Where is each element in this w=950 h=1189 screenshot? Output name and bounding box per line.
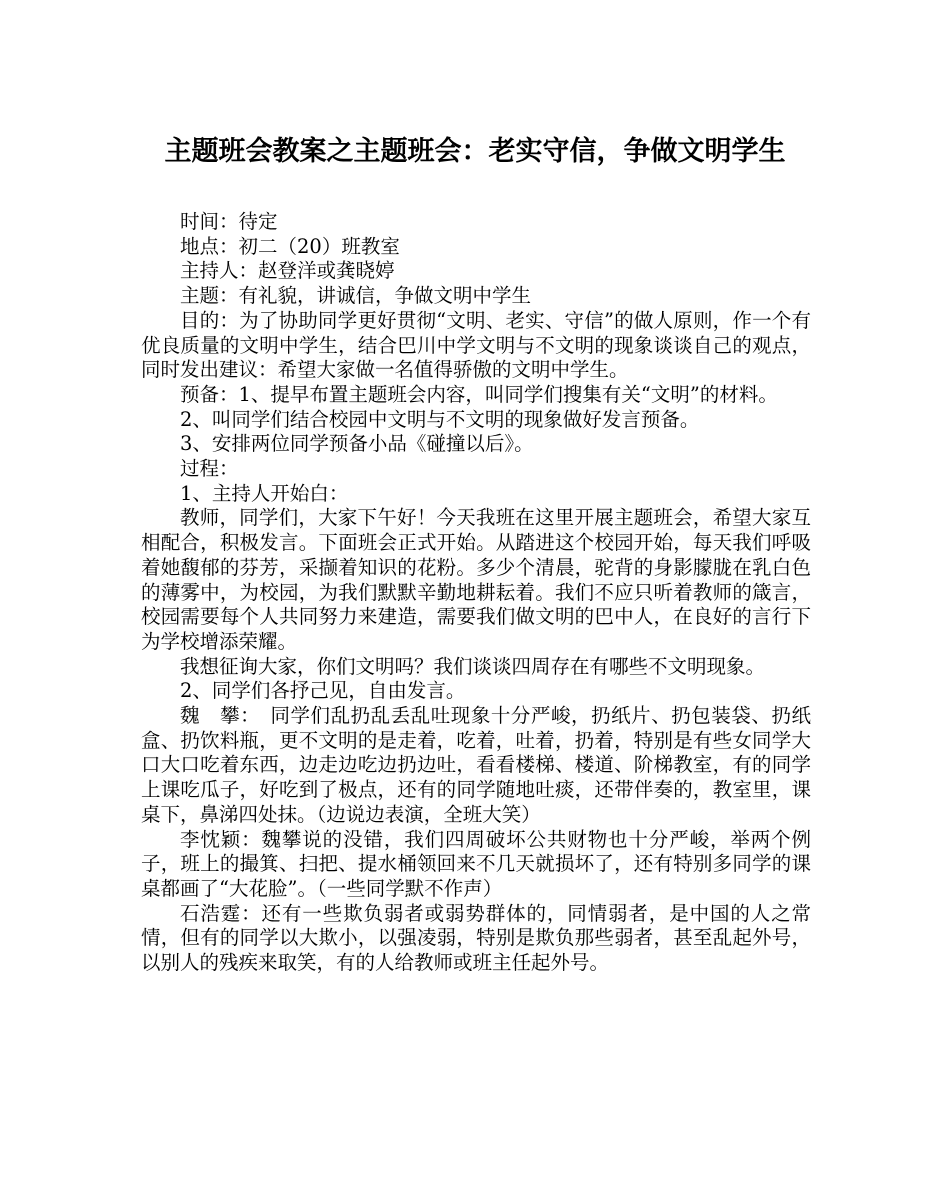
paragraph-opening-speech: 教师，同学们，大家下午好！今天我班在这里开展主题班会，希望大家互相配合，积极发言。下面班会正式开始。从踏进这个校园开始，每天我们呼吸着她馥郁的芬芳，采撷着知识的花粉。多少个清晨，驼背的身影朦胧在乳白色的薄雾中，为校园，为我们默默辛勤地耕耘着。我们不应只听着教师的箴言，校园需要每个人共同努力来建造，需要我们做文明的巴中人，在良好的言行下为学校增添荣耀。 [141,506,811,653]
paragraph-location: 地点：初二（20）班教室 [180,234,400,258]
paragraph-speaker-li-chenying: 李忱颖：魏攀说的没错，我们四周破坏公共财物也十分严峻，举两个例子，班上的撮箕、扫把、提水桶领回来不几天就损坏了，还有特别多同学的课桌都画了“大花脸”。（一些同学默不作声） [141,827,811,900]
paragraph-process-step-1: 1、主持人开始白： [180,481,349,505]
paragraph-process-step-2: 2、同学们各抒己见，自由发言。 [180,679,466,703]
paragraph-preparation-1: 预备：1、提早布置主题班会内容，叫同学们搜集有关“文明”的材料。 [180,382,778,406]
paragraph-preparation-2: 2、叫同学们结合校园中文明与不文明的现象做好发言预备。 [180,407,700,431]
paragraph-purpose: 目的：为了协助同学更好贯彻“文明、老实、守信”的做人原则，作一个有优良质量的文明中学生，结合巴川中学文明与不文明的现象谈谈自己的观点，同时发出建议：希望大家做一名值得骄傲的文明中学生。 [141,308,811,382]
paragraph-theme: 主题：有礼貌，讲诚信，争做文明中学生 [180,284,532,308]
paragraph-host: 主持人：赵登洋或龚晓婷 [180,259,395,283]
paragraph-speaker-shi-haoting: 石浩霆：还有一些欺负弱者或弱势群体的，同情弱者，是中国的人之常情，但有的同学以大欺小，以强凌弱，特别是欺负那些弱者，甚至乱起外号，以别人的残疾来取笑，有的人给教师或班主任起外号。 [141,901,811,975]
paragraph-speaker-wei-pan: 魏 攀： 同学们乱扔乱丢乱吐现象十分严峻，扔纸片、扔包装袋、扔纸盒、扔饮料瓶，更不文明的是走着，吃着，吐着，扔着，特别是有些女同学大口大口吃着东西，边走边吃边扔边吐，看看楼梯、楼道、阶梯教室，有的同学上课吃瓜子，好吃到了极点，还有的同学随地吐痰，还带伴奏的，教室里，课桌下，鼻涕四处抹。（边说边表演，全班大笑） [141,704,811,826]
paragraph-question: 我想征询大家，你们文明吗？我们谈谈四周存在有哪些不文明现象。 [180,654,766,678]
paragraph-preparation-3: 3、安排两位同学预备小品《碰撞以后》。 [180,432,534,456]
document-title: 主题班会教案之主题班会：老实守信，争做文明学生 [164,136,786,167]
paragraph-time: 时间：待定 [180,210,278,233]
paragraph-process-heading: 过程： [180,457,239,481]
document-body [141,210,811,976]
